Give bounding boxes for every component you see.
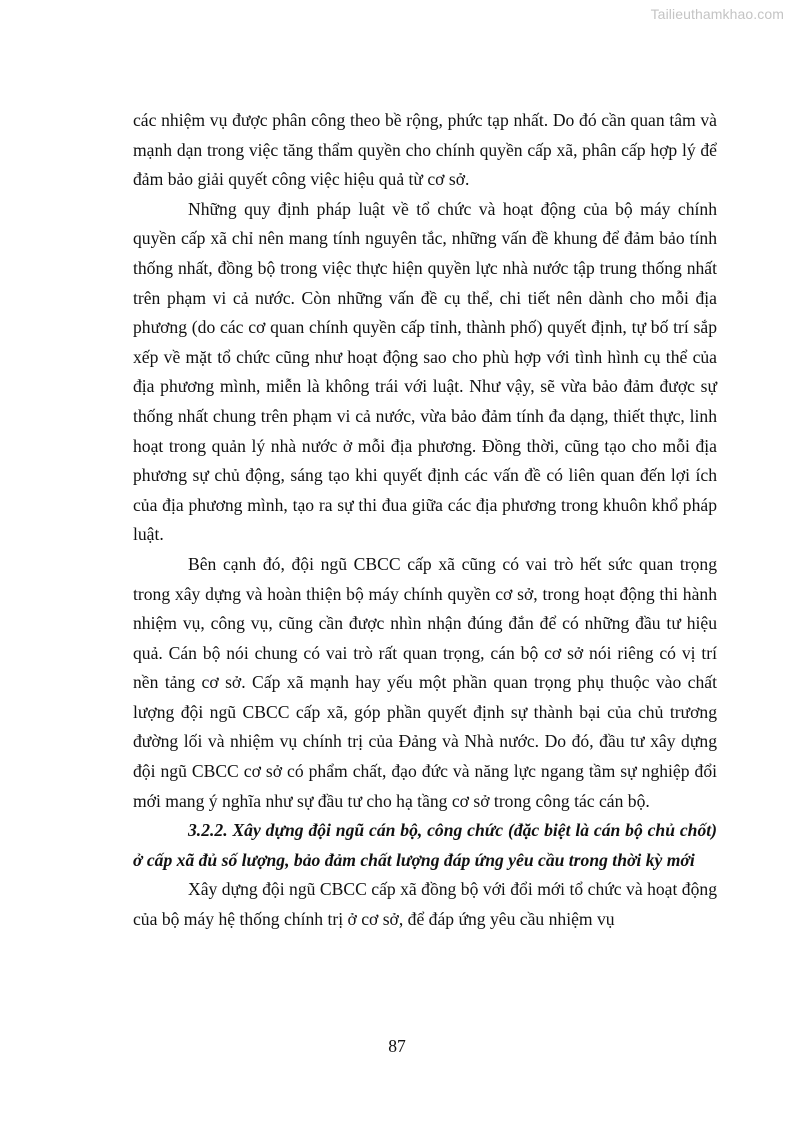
- paragraph-3: Bên cạnh đó, đội ngũ CBCC cấp xã cũng có vai trò hết sức quan trọng trong xây dựng và hoàn thiện bộ máy chính quyền cơ sở, trong hoạt động thi hành nhiệm vụ, công vụ, cũng cần được nhìn nhận đúng đắn để có những đầu tư hiệu quả. Cán bộ nói chung có vai trò rất quan trọng, cán bộ cơ sở nói riêng có vị trí nền tảng cơ sở. Cấp xã mạnh hay yếu một phần quan trọng phụ thuộc vào chất lượng đội ngũ CBCC cấp xã, góp phần quyết định sự thành bại của chủ trương đường lối và nhiệm vụ chính trị của Đảng và Nhà nước. Do đó, đầu tư xây dựng đội ngũ CBCC cơ sở có phẩm chất, đạo đức và năng lực ngang tầm sự nghiệp đổi mới mang ý nghĩa như sự đầu tư cho hạ tầng cơ sở trong công tác cán bộ.: [133, 553, 717, 811]
- page-number: 87: [388, 1036, 406, 1056]
- paragraph-2: Những quy định pháp luật về tổ chức và hoạt động của bộ máy chính quyền cấp xã chỉ nên mang tính nguyên tắc, những vấn đề khung để đảm bảo tính thống nhất, đồng bộ trong việc thực hiện quyền lực nhà nước tập trung thống nhất trên phạm vi cả nước. Còn những vấn đề cụ thể, chi tiết nên dành cho mỗi địa phương (do các cơ quan chính quyền cấp tỉnh, thành phố) quyết định, tự bố trí sắp xếp về mặt tổ chức cũng như hoạt động sao cho phù hợp với tình hình cụ thể của địa phương mình, miễn là không trái với luật. Như vậy, sẽ vừa bảo đảm được sự thống nhất chung trên phạm vi cả nước, vừa bảo đảm tính đa dạng, thiết thực, linh hoạt trong quản lý nhà nước ở mỗi địa phương. Đồng thời, cũng tạo cho mỗi địa phương sự chủ động, sáng tạo khi quyết định các vấn đề có liên quan đến lợi ích của địa phương mình, tạo ra sự thi đua giữa các địa phương trong khuôn khổ pháp luật.: [133, 198, 717, 545]
- section-heading: 3.2.2. Xây dựng đội ngũ cán bộ, công chức (đặc biệt là cán bộ chủ chốt) ở cấp xã đủ số lượng, bảo đảm chất lượng đáp ứng yêu cầu trong thời kỳ mới: [133, 820, 717, 870]
- watermark: Tailieuthamkhao.com: [650, 6, 784, 22]
- paragraph-4: Xây dựng đội ngũ CBCC cấp xã đồng bộ với đổi mới tổ chức và hoạt động của bộ máy hệ thống chính trị ở cơ sở, để đáp ứng yêu cầu nhiệm vụ: [133, 879, 717, 930]
- paragraph-1: các nhiệm vụ được phân công theo bề rộng, phức tạp nhất. Do đó cần quan tâm và mạnh dạn trong việc tăng thẩm quyền cho chính quyền cấp xã, phân cấp hợp lý để đảm bảo giải quyết công việc hiệu quả từ cơ sở.: [133, 110, 717, 190]
- document-body: [133, 106, 717, 935]
